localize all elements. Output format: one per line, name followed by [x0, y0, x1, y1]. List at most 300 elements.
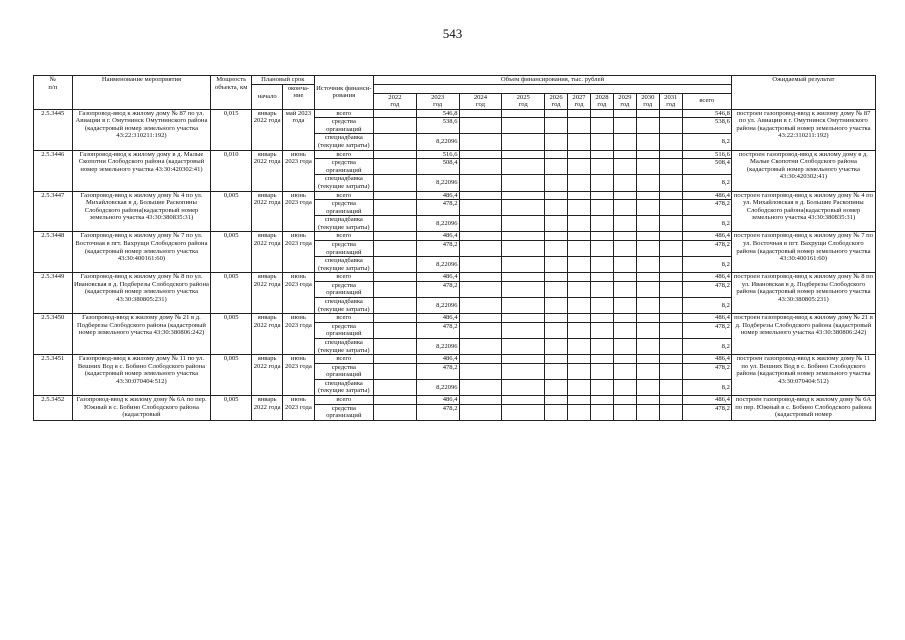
row-result: построен газопровод-ввод к жилому дому № 87 по ул. Авиации в г. Омутнинск Омутнинского района (кадастровый номер земельного участка 43:22:310211:192)	[731, 109, 875, 150]
row-year-empty	[459, 338, 502, 354]
row-year-empty	[568, 281, 591, 297]
row-year-empty	[545, 134, 568, 150]
row-year-empty	[459, 191, 502, 200]
row-year-empty	[459, 314, 502, 323]
row-source: средства организаций	[314, 363, 373, 379]
row-2022	[374, 216, 417, 232]
row-year-empty	[502, 200, 545, 216]
row-year-empty	[636, 379, 659, 395]
table-row	[34, 273, 876, 282]
row-year-empty	[636, 232, 659, 241]
row-year-empty	[613, 232, 636, 241]
row-year-empty	[502, 363, 545, 379]
row-year-empty	[568, 118, 591, 134]
row-year-empty	[590, 379, 613, 395]
row-result: построен газопровод-ввод к жилому дому № 7 по ул. Восточная в пгт. Вахрущи Слободского района (кадастровый номер земельного участка 43:30:400161:60)	[731, 232, 875, 273]
row-source: спецнадбавка (текущие затраты)	[314, 216, 373, 232]
row-year-empty	[636, 191, 659, 200]
row-year-empty	[568, 175, 591, 191]
header-term: Плановый срок	[252, 76, 315, 85]
row-year-empty	[590, 273, 613, 282]
row-year-empty	[459, 216, 502, 232]
row-name: Газопровод-ввод к жилому дому № 7 по ул. Восточная в пгт. Вахрущи Слободского района (кадастровый номер земельного участка 43:30:400161:60)	[72, 232, 211, 273]
row-year-empty	[459, 200, 502, 216]
row-year-empty	[545, 404, 568, 420]
row-year-empty	[545, 298, 568, 314]
header-year-suffix: год	[666, 101, 676, 109]
row-year-empty	[459, 273, 502, 282]
row-2022	[374, 281, 417, 297]
row-year-empty	[659, 109, 682, 118]
row-year-empty	[659, 159, 682, 175]
row-2023: 508,4	[416, 159, 459, 175]
row-result: построен газопровод-ввод к жилому дому № 11 по ул. Вешних Вод в с. Бобино Слободского района (кадастровый номер земельного участка 43:30:070404:512)	[731, 355, 875, 396]
row-total: 8,2	[682, 216, 731, 232]
row-source: спецнадбавка (текущие затраты)	[314, 134, 373, 150]
funding-table	[33, 75, 876, 421]
row-year-empty	[590, 404, 613, 420]
row-number: 2.5.3445	[34, 109, 73, 150]
row-2022	[374, 355, 417, 364]
row-year-empty	[502, 232, 545, 241]
table-row	[34, 355, 876, 364]
header-year	[613, 93, 636, 109]
row-year-empty	[568, 273, 591, 282]
row-year-empty	[636, 404, 659, 420]
row-year-empty	[613, 134, 636, 150]
row-number: 2.5.3450	[34, 314, 73, 355]
row-year-empty	[613, 159, 636, 175]
row-power: 0,010	[211, 150, 252, 191]
header-source: Источник финанси- рования	[314, 76, 373, 110]
row-year-empty	[659, 314, 682, 323]
row-source: средства организаций	[314, 118, 373, 134]
row-year-empty	[636, 281, 659, 297]
row-power: 0,015	[211, 109, 252, 150]
row-year-empty	[590, 200, 613, 216]
row-year-empty	[659, 395, 682, 404]
row-year-empty	[568, 232, 591, 241]
row-result: построен газопровод-ввод к жилому дому № 6А по пер. Южный в с. Бобино Слободского района (кадастровый номер	[731, 395, 875, 420]
row-total: 486,4	[682, 395, 731, 404]
row-2023: 486,4	[416, 314, 459, 323]
row-year-empty	[636, 355, 659, 364]
page-number: 543	[442, 26, 463, 41]
row-year-empty	[636, 363, 659, 379]
row-source: всего	[314, 314, 373, 323]
row-power: 0,005	[211, 355, 252, 396]
row-year-empty	[459, 150, 502, 159]
header-num: № п/п	[34, 76, 73, 110]
row-year-empty	[568, 322, 591, 338]
row-year-empty	[636, 273, 659, 282]
row-year-empty	[590, 363, 613, 379]
row-2023: 8,22096	[416, 216, 459, 232]
row-year-empty	[636, 109, 659, 118]
row-total: 478,2	[682, 363, 731, 379]
header-year-suffix: год	[433, 101, 443, 109]
row-year-empty	[659, 338, 682, 354]
row-end: июнь 2023 года	[283, 150, 314, 191]
row-year-empty	[568, 200, 591, 216]
row-year-empty	[568, 298, 591, 314]
row-power: 0,005	[211, 273, 252, 314]
row-year-empty	[545, 159, 568, 175]
row-year-empty	[590, 175, 613, 191]
header-year	[568, 93, 591, 109]
row-source: всего	[314, 191, 373, 200]
row-2022	[374, 257, 417, 273]
row-year-empty	[459, 232, 502, 241]
row-year-empty	[636, 240, 659, 256]
row-year-empty	[502, 395, 545, 404]
row-year-empty	[613, 355, 636, 364]
row-year-empty	[613, 216, 636, 232]
row-2022	[374, 338, 417, 354]
row-year-empty	[459, 240, 502, 256]
row-end: июнь 2023 года	[283, 355, 314, 396]
row-year-empty	[568, 257, 591, 273]
row-year-empty	[459, 134, 502, 150]
header-total: всего	[682, 93, 731, 109]
row-source: средства организаций	[314, 404, 373, 420]
row-year-empty	[502, 322, 545, 338]
row-year-empty	[659, 118, 682, 134]
row-year-empty	[636, 338, 659, 354]
row-year-empty	[545, 257, 568, 273]
row-source: всего	[314, 150, 373, 159]
row-year-empty	[659, 363, 682, 379]
row-year-empty	[459, 175, 502, 191]
header-end: оконча- ние	[283, 84, 314, 109]
row-year-empty	[545, 216, 568, 232]
row-year-empty	[545, 379, 568, 395]
row-year-empty	[613, 322, 636, 338]
row-year-empty	[459, 404, 502, 420]
row-year-empty	[613, 109, 636, 118]
row-year-empty	[545, 240, 568, 256]
row-year-empty	[590, 395, 613, 404]
header-year	[502, 93, 545, 109]
row-year-empty	[659, 191, 682, 200]
row-year-empty	[568, 134, 591, 150]
row-2022	[374, 273, 417, 282]
table-row	[34, 191, 876, 200]
row-year-empty	[659, 281, 682, 297]
row-year-empty	[636, 134, 659, 150]
row-year-empty	[613, 395, 636, 404]
row-2023: 8,22096	[416, 338, 459, 354]
row-end: июнь 2023 года	[283, 273, 314, 314]
row-2023: 486,4	[416, 355, 459, 364]
table-row	[34, 150, 876, 159]
header-year-suffix: год	[574, 101, 584, 109]
row-2022	[374, 363, 417, 379]
row-power: 0,005	[211, 314, 252, 355]
row-power: 0,005	[211, 232, 252, 273]
row-year-empty	[568, 240, 591, 256]
row-number: 2.5.3452	[34, 395, 73, 420]
row-source: спецнадбавка (текущие затраты)	[314, 175, 373, 191]
row-year-empty	[459, 159, 502, 175]
row-2023: 486,4	[416, 395, 459, 404]
row-total: 508,4	[682, 159, 731, 175]
row-year-empty	[502, 240, 545, 256]
row-year-empty	[502, 134, 545, 150]
header-year-suffix: год	[551, 101, 561, 109]
row-year-empty	[568, 363, 591, 379]
row-total: 478,2	[682, 404, 731, 420]
row-year-empty	[636, 322, 659, 338]
row-year-empty	[545, 322, 568, 338]
row-end: июнь 2023 года	[283, 395, 314, 420]
row-year-empty	[659, 379, 682, 395]
row-year-empty	[502, 216, 545, 232]
row-year-empty	[568, 109, 591, 118]
row-2023: 478,2	[416, 200, 459, 216]
row-total: 8,2	[682, 338, 731, 354]
row-year-empty	[459, 109, 502, 118]
row-result: построен газопровод-ввод к жилому дому № 4 по ул. Михайловская в д. Большие Раскопины Слободского района(кадастровый номер земельного участка 43:30:380835:31)	[731, 191, 875, 232]
row-start: январь 2022 года	[252, 150, 283, 191]
table-row	[34, 232, 876, 241]
row-year-empty	[568, 404, 591, 420]
header-year-suffix: год	[518, 101, 528, 109]
row-year-empty	[590, 216, 613, 232]
row-year-empty	[613, 257, 636, 273]
row-2023: 478,2	[416, 281, 459, 297]
row-2023: 486,4	[416, 191, 459, 200]
header-year-suffix: год	[597, 101, 607, 109]
row-year-empty	[568, 159, 591, 175]
row-power: 0,005	[211, 191, 252, 232]
row-total: 8,2	[682, 298, 731, 314]
row-year-empty	[613, 298, 636, 314]
row-source: всего	[314, 273, 373, 282]
row-total: 8,2	[682, 257, 731, 273]
row-source: спецнадбавка (текущие затраты)	[314, 379, 373, 395]
row-year-empty	[613, 404, 636, 420]
row-year-empty	[568, 355, 591, 364]
row-year-empty	[636, 200, 659, 216]
header-year-suffix: год	[390, 101, 400, 109]
row-2023: 538,6	[416, 118, 459, 134]
row-total: 478,2	[682, 240, 731, 256]
row-number: 2.5.3447	[34, 191, 73, 232]
row-start: январь 2022 года	[252, 109, 283, 150]
row-year-empty	[613, 314, 636, 323]
row-year-empty	[659, 134, 682, 150]
row-year-empty	[636, 216, 659, 232]
row-name: Газопровод-ввод к жилому дому № 4 по ул. Михайловская в д. Большие Раскопины Слободского района(кадастровый номер земельного участка 43:30:380835:31)	[72, 191, 211, 232]
row-year-empty	[545, 200, 568, 216]
row-year-empty	[613, 338, 636, 354]
row-source: всего	[314, 232, 373, 241]
row-2022	[374, 232, 417, 241]
row-year-empty	[502, 298, 545, 314]
row-year-empty	[590, 338, 613, 354]
row-total: 486,4	[682, 273, 731, 282]
row-year-empty	[568, 395, 591, 404]
header-result: Ожидаемый результат	[731, 76, 875, 110]
row-year-empty	[659, 150, 682, 159]
row-2023: 478,2	[416, 404, 459, 420]
header-funding: Объем финансирования, тыс. рублей	[374, 76, 732, 85]
header-year-number: 2027	[572, 93, 586, 101]
row-year-empty	[613, 281, 636, 297]
row-2022	[374, 150, 417, 159]
row-year-empty	[590, 314, 613, 323]
header-year-suffix: год	[475, 101, 485, 109]
row-start: январь 2022 года	[252, 355, 283, 396]
row-2022	[374, 395, 417, 404]
row-number: 2.5.3449	[34, 273, 73, 314]
row-source: спецнадбавка (текущие затраты)	[314, 338, 373, 354]
header-year-number: 2025	[516, 93, 530, 101]
row-year-empty	[545, 273, 568, 282]
row-year-empty	[459, 281, 502, 297]
row-year-empty	[590, 281, 613, 297]
header-year	[416, 93, 459, 109]
row-2022	[374, 134, 417, 150]
row-2023: 8,22096	[416, 379, 459, 395]
row-total: 516,6	[682, 150, 731, 159]
row-year-empty	[613, 200, 636, 216]
row-year-empty	[613, 240, 636, 256]
row-source: средства организаций	[314, 240, 373, 256]
row-year-empty	[590, 355, 613, 364]
row-year-empty	[502, 191, 545, 200]
row-year-empty	[636, 150, 659, 159]
row-year-empty	[590, 159, 613, 175]
row-2022	[374, 379, 417, 395]
row-year-empty	[502, 281, 545, 297]
row-start: январь 2022 года	[252, 273, 283, 314]
row-year-empty	[545, 118, 568, 134]
header-year-number: 2028	[595, 93, 609, 101]
row-year-empty	[590, 118, 613, 134]
row-source: средства организаций	[314, 159, 373, 175]
row-source: всего	[314, 109, 373, 118]
row-year-empty	[590, 109, 613, 118]
row-year-empty	[545, 338, 568, 354]
row-year-empty	[459, 257, 502, 273]
header-year	[636, 93, 659, 109]
row-year-empty	[659, 355, 682, 364]
row-year-empty	[502, 159, 545, 175]
row-year-empty	[613, 379, 636, 395]
row-2023: 478,2	[416, 240, 459, 256]
row-year-empty	[545, 355, 568, 364]
row-2023: 478,2	[416, 363, 459, 379]
header-year-number: 2031	[664, 93, 678, 101]
row-year-empty	[590, 150, 613, 159]
row-year-empty	[636, 118, 659, 134]
row-2023: 8,22096	[416, 175, 459, 191]
row-total: 546,8	[682, 109, 731, 118]
row-year-empty	[590, 191, 613, 200]
row-year-empty	[545, 232, 568, 241]
row-name: Газопровод-ввод к жилому дому № 8 по ул. Ивановская в д. Подберезы Слободского района (кадастровый номер земельного участка 43:30:380805:231)	[72, 273, 211, 314]
row-year-empty	[659, 216, 682, 232]
row-total: 8,2	[682, 175, 731, 191]
row-year-empty	[502, 273, 545, 282]
row-year-empty	[568, 314, 591, 323]
row-year-empty	[459, 118, 502, 134]
row-year-empty	[502, 150, 545, 159]
row-year-empty	[613, 175, 636, 191]
row-year-empty	[613, 191, 636, 200]
row-year-empty	[459, 322, 502, 338]
row-result: построен газопровод-ввод к жилому дому № 21 в д. Подберезы Слободского района (кадастровый номер земельного участка 43:30:380806:242)	[731, 314, 875, 355]
row-year-empty	[590, 232, 613, 241]
row-year-empty	[590, 134, 613, 150]
row-2022	[374, 298, 417, 314]
row-year-empty	[545, 109, 568, 118]
row-year-empty	[636, 175, 659, 191]
row-2023: 516,6	[416, 150, 459, 159]
row-year-empty	[502, 175, 545, 191]
row-name: Газопровод-ввод к жилому дому № 6А по пер. Южный в с. Бобино Слободского района (кадастровый	[72, 395, 211, 420]
row-2022	[374, 109, 417, 118]
row-2022	[374, 314, 417, 323]
row-2022	[374, 200, 417, 216]
row-year-empty	[459, 355, 502, 364]
row-result: построен газопровод-ввод к жилому дому в д. Малые Скопотни Слободского района (кадастровый номер земельного участка 43:30:420302:41)	[731, 150, 875, 191]
row-year-empty	[613, 273, 636, 282]
row-year-empty	[459, 298, 502, 314]
row-year-empty	[659, 404, 682, 420]
row-number: 2.5.3446	[34, 150, 73, 191]
header-year-number: 2026	[549, 93, 563, 101]
row-total: 486,4	[682, 232, 731, 241]
row-2023: 8,22096	[416, 134, 459, 150]
header-year	[374, 93, 417, 109]
row-total: 8,2	[682, 379, 731, 395]
row-year-empty	[568, 216, 591, 232]
header-year	[590, 93, 613, 109]
row-year-empty	[459, 379, 502, 395]
header-funding-spacer	[374, 84, 732, 93]
header-name: Наименование мероприятия	[72, 76, 211, 110]
row-name: Газопровод-ввод к жилому дому № 21 в д. Подберезы Слободского района (кадастровый номер земельного участка 43:30:380806:242)	[72, 314, 211, 355]
row-end: май 2023 года	[283, 109, 314, 150]
row-year-empty	[568, 338, 591, 354]
row-name: Газопровод-ввод к жилому дому № 87 по ул. Авиации в г. Омутнинск Омутнинского района (кадастровый номер земельного участка 43:22:310211:192)	[72, 109, 211, 150]
row-total: 478,2	[682, 322, 731, 338]
header-year-number: 2030	[641, 93, 655, 101]
header-year	[545, 93, 568, 109]
row-total: 478,2	[682, 200, 731, 216]
header-year	[659, 93, 682, 109]
row-year-empty	[613, 118, 636, 134]
row-2023: 8,22096	[416, 257, 459, 273]
row-2023: 486,4	[416, 273, 459, 282]
row-source: средства организаций	[314, 200, 373, 216]
row-total: 538,6	[682, 118, 731, 134]
row-year-empty	[590, 257, 613, 273]
row-year-empty	[659, 175, 682, 191]
row-year-empty	[613, 363, 636, 379]
row-total: 8,2	[682, 134, 731, 150]
row-2022	[374, 404, 417, 420]
row-source: средства организаций	[314, 281, 373, 297]
row-year-empty	[659, 257, 682, 273]
row-2022	[374, 118, 417, 134]
row-year-empty	[545, 175, 568, 191]
row-2023: 478,2	[416, 322, 459, 338]
row-start: январь 2022 года	[252, 314, 283, 355]
